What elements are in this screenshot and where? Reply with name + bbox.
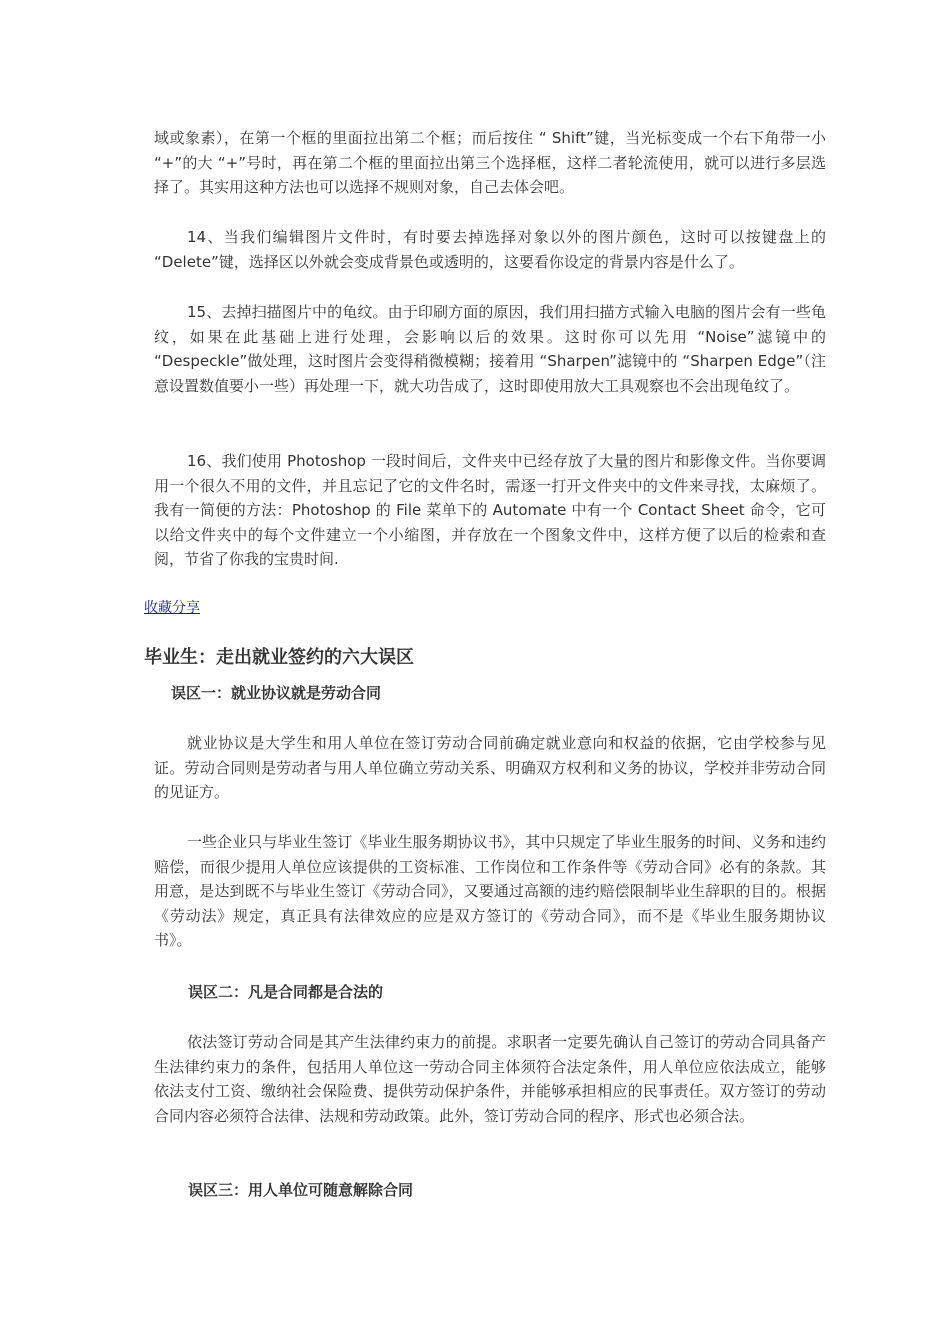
paragraph-tip-15: 15、去掉扫描图片中的龟纹。由于印刷方面的原因，我们用扫描方式输入电脑的图片会有一些龟纹，如果在此基础上进行处理，会影响以后的效果。这时你可以先用 “Noise”滤镜中的 “Despeckle”做处理，这时图片会变得稍微模糊；接着用 “Sharpen”滤镜中的 “Sharpen Edge”（注意设置数值要小一些）再处理一下，就大功告成了，这时即使用放大工具观察也不会出现龟纹了。: [154, 303, 826, 395]
share-link[interactable]: 收藏分享: [144, 600, 200, 616]
section-2-paragraph-1: 依法签订劳动合同是其产生法律约束力的前提。求职者一定要先确认自己签订的劳动合同具备产生法律约束力的条件，包括用人单位这一劳动合同主体须符合法定条件，用人单位应依法成立，能够依法支付工资、缴纳社会保险费、提供劳动保护条件，并能够承担相应的民事责任。双方签订的劳动合同内容必须符合法律、法规和劳动政策。此外，签订劳动合同的程序、形式也必须合法。: [154, 1033, 826, 1125]
paragraph-tip-14: 14、当我们编辑图片文件时，有时要去掉选择对象以外的图片颜色，这时可以按键盘上的 “Delete”键，选择区以外就会变成背景色或透明的，这要看你设定的背景内容是什么了。: [154, 228, 826, 271]
section-heading-2: 误区二：凡是合同都是合法的: [188, 983, 384, 1001]
section-heading-3: 误区三：用人单位可随意解除合同: [188, 1181, 414, 1199]
section-1-paragraph-1: 就业协议是大学生和用人单位在签订劳动合同前确定就业意向和权益的依据，它由学校参与见证。劳动合同则是劳动者与用人单位确立劳动关系、明确双方权利和义务的协议，学校并非劳动合同的见证方。: [154, 734, 826, 801]
paragraph-tip-16: 16、我们使用 Photoshop 一段时间后，文件夹中已经存放了大量的图片和影像文件。当你要调用一个很久不用的文件，并且忘记了它的文件名时，需逐一打开文件夹中的文件来寻找，太麻烦了。我有一简便的方法：Photoshop 的 File 菜单下的 Automate 中有一个 Contact Sheet 命令，它可以给文件夹中的每个文件建立一个小缩图，并存放在一个图象文件中，这样方便了以后的检索和查阅，节省了你我的宝贵时间.: [154, 452, 826, 568]
section-heading-1: 误区一：就业协议就是劳动合同: [171, 684, 382, 702]
section-1-paragraph-2: 一些企业只与毕业生签订《毕业生服务期协议书》，其中只规定了毕业生服务的时间、义务和违约赔偿，而很少提用人单位应该提供的工资标准、工作岗位和工作条件等《劳动合同》必有的条款。其用意，是达到既不与毕业生签订《劳动合同》，又要通过高额的违约赔偿限制毕业生辞职的目的。根据《劳动法》规定，真正具有法律效应的应是双方签订的《劳动合同》，而不是《毕业生服务期协议书》。: [154, 833, 826, 949]
article-title: 毕业生：走出就业签约的六大误区: [144, 647, 414, 668]
paragraph-continuation: 域或象素），在第一个框的里面拉出第二个框；而后按住 “ Shift”键，当光标变成一个右下角带一小 “+”的大 “+”号时，再在第二个框的里面拉出第三个选择框，这样二者轮流使用，就可以进行多层选择了。其实用这种方法也可以选择不规则对象，自己去体会吧。: [154, 129, 826, 196]
